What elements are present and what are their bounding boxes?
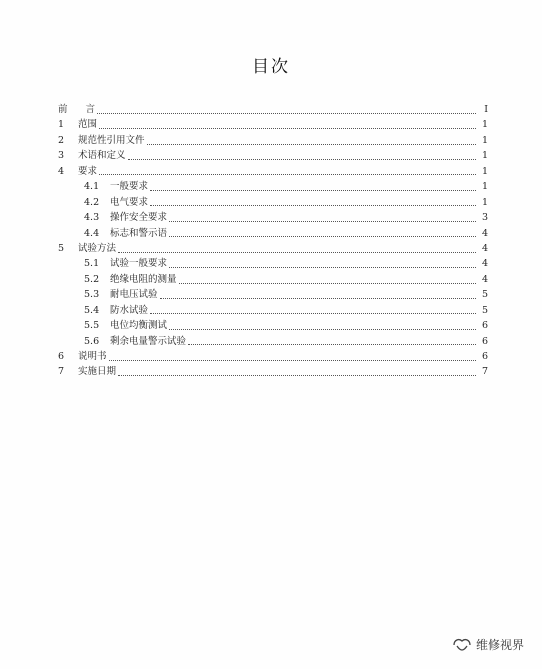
toc-entry-number: 5.1 [84,258,100,270]
toc-entry[interactable] [58,226,488,241]
toc-entry-number: 4.4 [84,227,100,239]
toc-leader-dots [179,282,476,284]
toc-leader-dots [169,220,476,222]
toc-leader-dots [188,343,476,345]
toc-leader-dots [169,328,476,330]
toc-entry-label: 操作安全要求 [110,212,168,224]
toc-entry-label: 防水试验 [110,304,149,316]
toc-entry-label: 规范性引用文件 [78,134,145,146]
toc-leader-dots [128,158,476,160]
toc-entry-label: 实施日期 [78,366,117,378]
toc-page-number: 5 [481,289,488,301]
toc-entry[interactable] [58,241,488,256]
toc-entry-label: 剩余电量警示试验 [110,335,187,347]
toc-page-number: 3 [481,212,488,224]
toc-leader-dots [150,189,476,191]
toc-entry[interactable] [58,117,488,132]
toc-entry[interactable] [58,318,488,333]
toc-entry-number: 5.6 [84,335,100,347]
toc-entry-number: 4.2 [84,196,100,208]
toc-entry-number: 5 [58,242,65,254]
toc-page-number: 1 [481,150,488,162]
toc-entry-label: 标志和警示语 [110,227,168,239]
toc-leader-dots [118,251,476,253]
toc-page-number: 7 [481,366,488,378]
toc-entry-number: 5.3 [84,289,100,301]
toc-entry-number: 5.4 [84,304,100,316]
toc-leader-dots [99,127,476,129]
toc-entry-label: 试验方法 [78,242,117,254]
toc-entry-number: 2 [58,134,65,146]
toc-entry[interactable] [58,179,488,194]
toc-entry[interactable] [58,303,488,318]
toc-entry-label: 说明书 [78,351,107,362]
toc-leader-dots [97,112,476,114]
toc-entry-label: 绝缘电阻的测量 [110,273,177,285]
toc-entry-label: 术语和定义 [78,150,126,162]
toc-page-number: 1 [481,165,488,177]
page-title: 目次 [252,57,290,77]
toc-entry-number: 4 [58,165,65,177]
toc-page-number: 6 [481,351,488,362]
toc-page-number: 5 [481,304,488,316]
toc-entry[interactable] [58,272,488,287]
wechat-channel-icon [452,637,472,653]
toc-entry-label: 试验一般要求 [110,258,168,270]
toc-entry-number: 前 [58,104,86,115]
toc-entry-number: 4.3 [84,212,100,224]
toc-entry-label: 一般要求 [110,181,149,193]
table-of-contents [58,102,488,380]
toc-entry-label: 电气要求 [110,196,149,208]
toc-entry-label: 耐电压试验 [110,289,158,301]
toc-page-number: 1 [481,134,488,146]
toc-entry[interactable] [58,334,488,349]
toc-entry-number: 5.2 [84,273,100,285]
toc-entry[interactable] [58,287,488,302]
toc-entry-label: 电位均衡测试 [110,320,168,332]
toc-entry[interactable] [58,256,488,271]
toc-page-number: 1 [481,196,488,208]
toc-entry-label: 要求 [78,165,98,177]
toc-entry[interactable] [58,133,488,148]
toc-entry-number: 3 [58,150,65,162]
toc-entry-number: 4.1 [84,181,100,193]
toc-leader-dots [150,312,476,314]
toc-page-number: 6 [481,335,488,347]
toc-entry[interactable] [58,164,488,179]
toc-leader-dots [109,359,476,361]
toc-page-number: 4 [481,273,488,285]
toc-leader-dots [169,235,476,237]
toc-entry[interactable] [58,102,488,117]
toc-leader-dots [99,173,476,175]
watermark-text: 维修视界 [476,638,525,652]
watermark [452,636,524,653]
toc-entry[interactable] [58,148,488,163]
toc-entry[interactable] [58,364,488,379]
toc-entry-number: 5.5 [84,320,100,332]
toc-entry[interactable] [58,195,488,210]
toc-entry[interactable] [58,210,488,225]
toc-page-number: 4 [481,258,488,270]
toc-entry-number: 6 [58,351,65,362]
toc-page-number: 6 [481,320,488,332]
toc-leader-dots [147,143,476,145]
toc-leader-dots [118,374,476,376]
toc-page-number: I [484,104,488,115]
toc-entry-label: 言 [85,104,96,115]
toc-page-number: 1 [481,181,488,193]
toc-page-number: 4 [481,242,488,254]
toc-page-number: 1 [481,119,488,131]
toc-page-number: 4 [481,227,488,239]
toc-entry-label: 范围 [78,119,98,131]
toc-leader-dots [150,204,476,206]
toc-entry-number: 1 [58,119,65,131]
toc-leader-dots [169,266,476,268]
toc-leader-dots [160,297,476,299]
toc-entry[interactable] [58,349,488,364]
toc-entry-number: 7 [58,366,65,378]
